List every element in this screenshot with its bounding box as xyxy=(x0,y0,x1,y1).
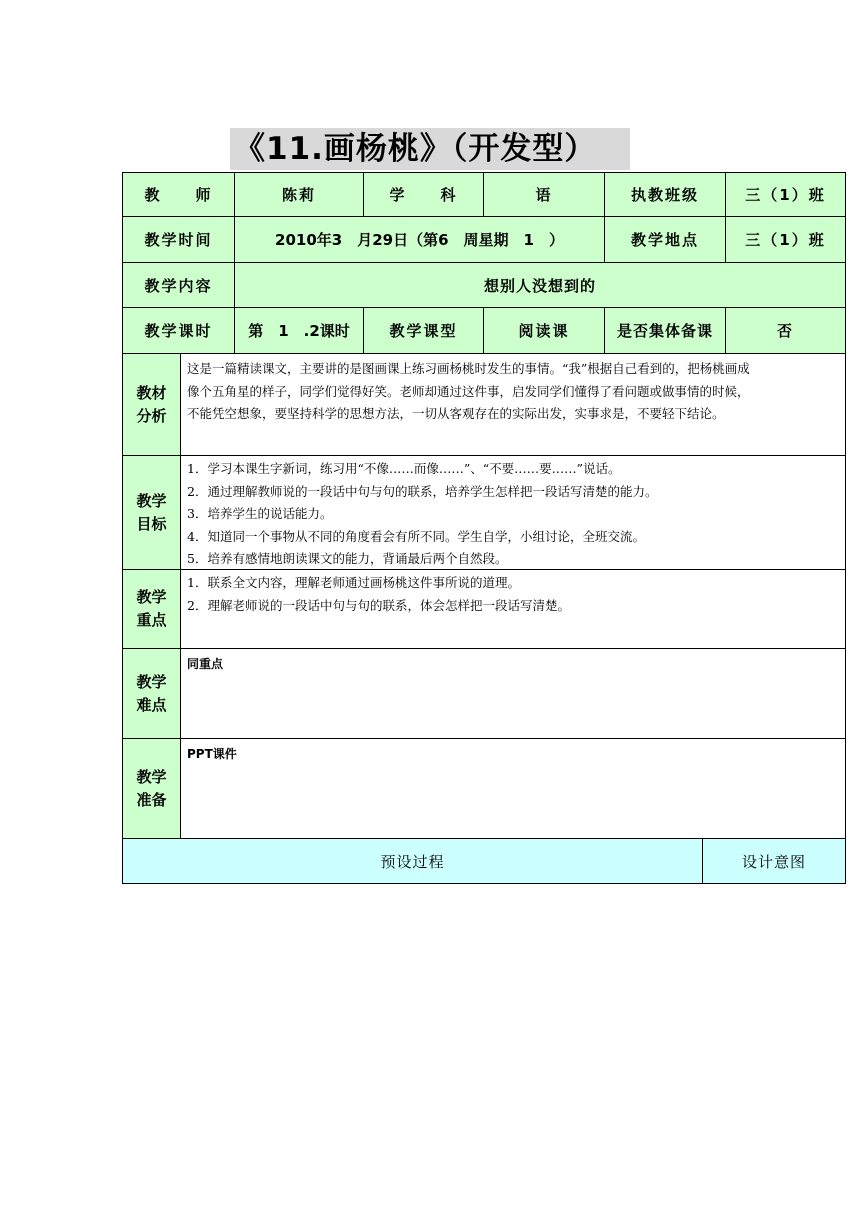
teacher-value: 陈莉 xyxy=(234,172,364,217)
goal-item: 4．知道同一个事物从不同的角度看会有所不同。学生自学，小组讨论，全班交流。 xyxy=(187,528,645,544)
content-label: 教学内容 xyxy=(122,262,235,308)
process-header: 预设过程 xyxy=(122,838,703,884)
collective-value: 否 xyxy=(725,307,846,354)
goals-label-cell xyxy=(122,455,181,570)
difficulty-label-cell xyxy=(122,648,181,739)
goal-item: 5．培养有感情地朗读课文的能力，背诵最后两个自然段。 xyxy=(187,551,508,566)
hours-value: 第 1 .2课时 xyxy=(234,307,364,354)
focus-item: 1．联系全文内容，理解老师通过画杨桃这件事所说的道理。 xyxy=(187,575,520,590)
goal-item: 3．培养学生的说话能力。 xyxy=(187,506,333,521)
prep-label: 教学准备 xyxy=(136,767,167,809)
analysis-line: 这是一篇精读课文，主要讲的是图画课上练习画杨桃时发生的事情。“我”根据自己看到的，把杨桃画成 xyxy=(187,361,750,376)
analysis-line: 不能凭空想象，要坚持科学的思想方法，一切从客观存在的实际出发，实事求是，不要轻下结论。 xyxy=(187,406,725,421)
time-value: 2010年3 月29日（第6 周星期 1 ） xyxy=(234,216,605,263)
time-label: 教学时间 xyxy=(122,216,235,263)
difficulty-label: 教学难点 xyxy=(136,672,167,714)
subject-label: 学 科 xyxy=(363,172,484,217)
page-title: 《11.画杨桃》（开发型） xyxy=(230,128,630,170)
analysis-label: 教材分析 xyxy=(136,383,167,425)
class-value: 三（1）班 xyxy=(725,172,846,217)
focus-label: 教学重点 xyxy=(136,588,167,629)
prep-value: PPT课件 xyxy=(187,747,237,761)
focus-item: 2．理解老师说的一段话中句与句的联系，体会怎样把一段话写清楚。 xyxy=(187,597,570,613)
type-value: 阅读课 xyxy=(483,307,605,354)
teacher-label: 教 师 xyxy=(122,172,235,217)
class-label: 执教班级 xyxy=(604,172,726,217)
difficulty-value: 同重点 xyxy=(187,657,224,671)
focus-content xyxy=(180,569,846,649)
hours-label: 教学课时 xyxy=(122,307,235,354)
type-label: 教学课型 xyxy=(363,307,484,354)
intent-header: 设计意图 xyxy=(702,838,846,884)
prep-label-cell xyxy=(122,738,181,839)
goal-item: 1．学习本课生字新词，练习用“不像……而像……”、“不要……要……”说话。 xyxy=(187,461,621,476)
place-label: 教学地点 xyxy=(604,216,726,263)
analysis-line: 像个五角星的样子，同学们觉得好笑。老师却通过这件事，启发同学们懂得了看问题或做事情的时候， xyxy=(187,383,750,399)
collective-label: 是否集体备课 xyxy=(604,307,726,354)
analysis-content xyxy=(180,353,846,456)
focus-label-cell xyxy=(122,569,181,649)
goals-label: 教学目标 xyxy=(136,491,167,533)
place-value: 三（1）班 xyxy=(725,216,846,263)
goal-item: 2．通过理解教师说的一段话中句与句的联系，培养学生怎样把一段话写清楚的能力。 xyxy=(187,483,658,499)
content-value: 想别人没想到的 xyxy=(234,262,846,308)
difficulty-content xyxy=(180,648,846,739)
analysis-label-cell xyxy=(122,353,181,456)
goals-content xyxy=(180,455,846,570)
subject-value: 语 xyxy=(483,172,605,217)
prep-content xyxy=(180,738,846,839)
